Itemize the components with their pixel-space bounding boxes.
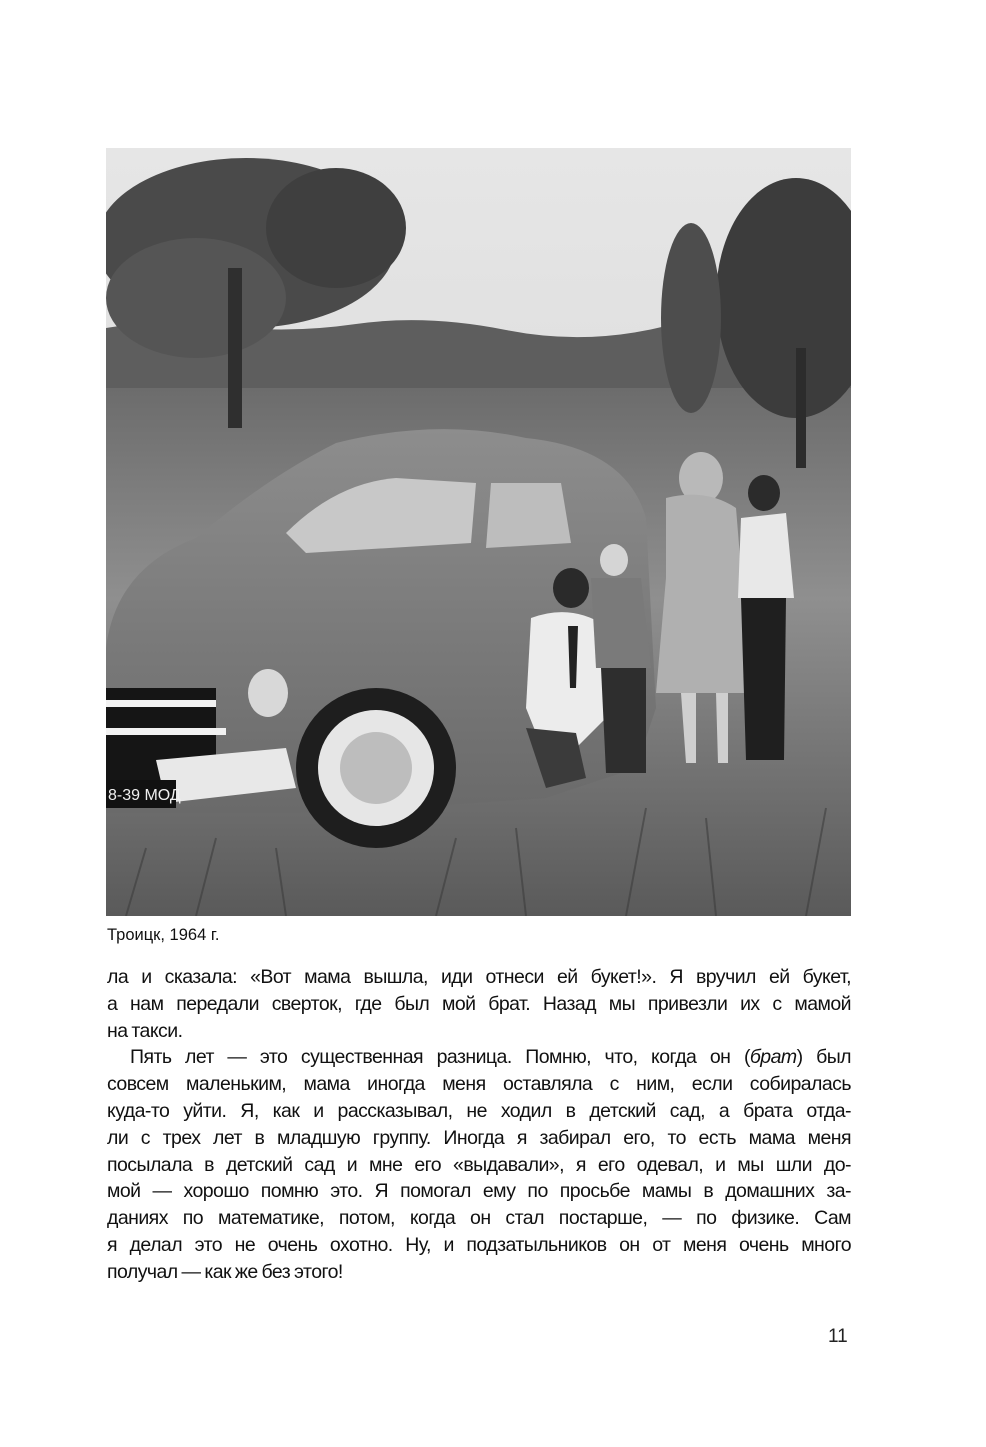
photo-caption: Троицк, 1964 г. xyxy=(107,926,220,944)
text-line: ла и сказала: «Вот мама вышла, иди отнеси ей букет!». Я вручил ей букет, xyxy=(107,966,851,988)
family-photo xyxy=(106,148,851,916)
italic-word: брат xyxy=(749,1046,797,1069)
text-line: на такси. xyxy=(107,1019,183,1042)
text-line: а нам передали сверток, где был мой брат. Назад мы привезли их с мамой xyxy=(107,992,851,1015)
body-text xyxy=(107,964,851,1286)
text-line: даниях по математике, потом, когда он стал постарше, — по физике. Сам xyxy=(107,1207,851,1230)
photo-image xyxy=(106,148,851,916)
text-line: ли с трех лет в младшую группу. Иногда я забирал его, то есть мама меня xyxy=(107,1126,851,1149)
text-line: куда-то уйти. Я, как и рассказывал, не ходил в детский сад, а брата отда- xyxy=(107,1099,851,1122)
text-line xyxy=(107,1044,851,1071)
text-line: совсем маленьким, мама иногда меня оставляла с ним, если собиралась xyxy=(107,1073,851,1096)
license-plate: 8-39 МОД xyxy=(108,787,181,804)
text-line: я делал это не очень охотно. Ну, и подзатыльников он от меня очень много xyxy=(107,1233,851,1256)
text-line: мой — хорошо помню это. Я помогал ему по просьбе мамы в домашних за- xyxy=(107,1180,851,1203)
text-segment: Пять лет — это существенная разница. Помню, что, когда он ( xyxy=(130,1046,750,1069)
text-segment: ) был xyxy=(796,1046,851,1069)
text-line: получал — как же без этого! xyxy=(107,1260,343,1283)
page-number: 11 xyxy=(828,1326,848,1347)
text-line: посылала в детский сад и мне его «выдавали», я его одевал, и мы шли до- xyxy=(107,1153,851,1176)
